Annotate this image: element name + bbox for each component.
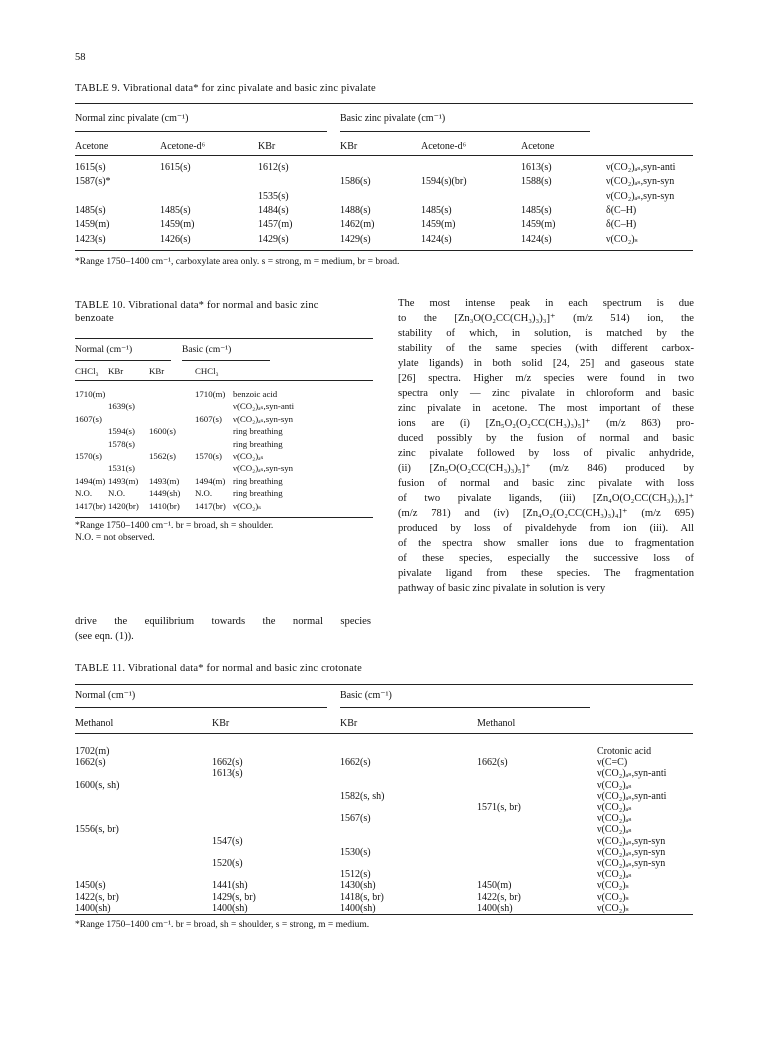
table9-cell: 1462(m) [340, 219, 375, 231]
text-line: of two pivalate ligands, (iii) [Zn₄O(O₂CC(CH₃)₃)₅]⁺ [398, 493, 694, 504]
table9-group-normal: Normal zinc pivalate (cm⁻¹) [75, 113, 189, 124]
table9-cell: ν(CO₂)ₐₛ,syn-syn [606, 176, 675, 188]
table9-cell: 1484(s) [258, 204, 289, 216]
table9-cell: 1587(s)* [75, 176, 111, 188]
table11-cell: 1520(s) [212, 858, 243, 869]
table11-header-cell: KBr [212, 718, 230, 729]
table9-header-rule [75, 155, 693, 156]
table11-cell: ν(CO₂)ₐₛ,syn-syn [597, 835, 666, 847]
table11-cell: ν(CO₂)ₐₛ [597, 824, 632, 836]
table11-cell: ν(C=C) [597, 757, 628, 769]
table10-cell: 1494(m) [195, 475, 226, 486]
table10-caption-line1: TABLE 10. Vibrational data* for normal and basic zinc [75, 300, 319, 311]
table9-cell: δ(C–H) [606, 204, 637, 216]
table9-group-basic: Basic zinc pivalate (cm⁻¹) [340, 113, 446, 124]
table9-header-cell: KBr [258, 141, 276, 152]
table11-cell: 1450(m) [477, 880, 512, 892]
table10-group-rule-basic [182, 360, 270, 361]
table9-cell: 1424(s) [421, 233, 452, 245]
table11-group-basic: Basic (cm⁻¹) [340, 690, 392, 701]
text-line: stability of which, in solution, is matched by the [398, 328, 694, 339]
table9-cell: ν(CO₂)ₛ [606, 233, 638, 245]
table9-cell: 1586(s) [340, 176, 371, 188]
text-line: (see eqn. (1)). [75, 631, 134, 642]
table10-cell: N.O. [108, 488, 126, 499]
table11-header-rule [75, 733, 693, 734]
text-line: stability of the same species (with different carbox- [398, 343, 694, 354]
table10-cell: 1531(s) [108, 463, 135, 474]
table11-cell: ν(CO₂)ₛ [597, 880, 629, 892]
table11-caption: TABLE 11. Vibrational data* for normal and basic zinc crotonate [75, 663, 362, 674]
table11-cell: 1430(sh) [340, 880, 376, 892]
table11-cell: ν(CO₂)ₐₛ [597, 779, 632, 791]
table10-cell: 1417(br) [75, 500, 106, 511]
text-line: pivalate ligand from these species. The fragmentation [398, 568, 694, 579]
text-line: fusion of normal and basic zinc pivalate with loss [398, 478, 694, 489]
table10-group-normal: Normal (cm⁻¹) [75, 345, 133, 355]
table10-cell: 1417(br) [195, 500, 226, 511]
table11-cell: ν(CO₂)ₐₛ [597, 869, 632, 881]
table11-cell: ν(CO₂)ₐₛ,syn-syn [597, 858, 666, 869]
table9-cell: 1615(s) [160, 162, 191, 173]
table9-footnote: *Range 1750–1400 cm⁻¹, carboxylate area only. s = strong, m = medium, br = broad. [75, 257, 400, 267]
table9-cell: 1612(s) [258, 162, 289, 173]
table9-group-rule-normal [75, 131, 327, 132]
table9-header-cell: Acetone [75, 141, 109, 152]
table11-cell: 1422(s, br) [75, 891, 119, 903]
table10-cell: N.O. [195, 488, 213, 499]
table9-cell: 1485(s) [521, 204, 552, 216]
table9-cell: ν(CO₂)ₐₛ,syn-syn [606, 190, 675, 202]
table11-cell: 1400(sh) [477, 902, 513, 914]
table10-cell: ν(CO₂)ₐₛ,syn-anti [233, 401, 295, 412]
table11-cell: 1662(s) [212, 757, 243, 769]
text-line: (m/z 781) and (iv) [Zn₄O₂(O₂CC(CH₃)₃)₄]⁺ (m/z 695) [398, 508, 694, 519]
table9-cell: ν(CO₂)ₐₛ,syn-anti [606, 162, 676, 173]
table11-cell: 1662(s) [477, 757, 508, 769]
text-line: of the spectra show smaller ions due to fragmentation [398, 538, 694, 549]
table9-cell: 1615(s) [75, 162, 106, 173]
table9-cell: 1485(s) [160, 204, 191, 216]
table10-cell: 1607(s) [195, 413, 222, 424]
text-line: ions are (i) [Zn₅O₂(O₂CC(CH₃)₃)₅]⁺ (m/z 863) pro- [398, 418, 694, 429]
table10-cell: 1578(s) [108, 438, 135, 449]
table11-cell: 1441(sh) [212, 880, 248, 892]
text-line: ylate ligands) in both solid [24, 25] and gaseous state [398, 358, 694, 369]
table10-header-cell: CHCl₃ [195, 366, 219, 376]
table9-header-cell: Acetone [521, 141, 555, 152]
table10-cell: 1570(s) [195, 451, 222, 461]
table10-caption-line2: benzoate [75, 313, 114, 324]
table9-cell: 1485(s) [421, 204, 452, 216]
table11-cell: 1556(s, br) [75, 824, 119, 836]
table9-cell: 1429(s) [340, 233, 371, 245]
table9-group-rule-basic [340, 131, 590, 132]
table11-cell: 1418(s, br) [340, 891, 384, 903]
table11-cell: ν(CO₂)ₐₛ,syn-anti [597, 768, 667, 780]
left-column-text [75, 614, 371, 644]
table10-bottom-rule [75, 517, 373, 518]
table10-footnote-line1: *Range 1750–1400 cm⁻¹. br = broad, sh = shoulder. [75, 521, 274, 531]
table9-cell: 1535(s) [258, 190, 289, 202]
table9-cell: 1459(m) [521, 219, 556, 231]
table11-cell: ν(CO₂)ₐₛ [597, 802, 632, 813]
table9-top-rule [75, 103, 693, 104]
table10-cell: 1710(m) [75, 389, 106, 399]
table11-cell: 1400(sh) [340, 902, 376, 914]
table10-cell: ν(CO₂)ₐₛ,syn-syn [233, 463, 294, 474]
table11-cell: 1400(sh) [212, 902, 248, 914]
text-line: duced possibly by the fusion of normal and basic [398, 433, 694, 444]
text-line: pathway of basic zinc pivalate in solution is very [398, 583, 606, 594]
table11-cell: 1512(s) [340, 869, 371, 881]
table9-bottom-rule [75, 250, 693, 251]
table10-cell: ν(CO₂)ₐₛ,syn-syn [233, 413, 294, 424]
table9-cell: 1459(m) [421, 219, 456, 231]
table10-header-cell: CHCl₃ [75, 366, 99, 376]
table10-cell: 1710(m) [195, 389, 226, 399]
table11-cell: 1662(s) [75, 757, 106, 769]
table10-cell: 1420(br) [108, 500, 139, 511]
table10-header-cell: KBr [149, 366, 165, 376]
table10-cell: ν(CO₂)ₛ [233, 500, 262, 511]
text-line: spectra only — zinc pivalate in chloroform and basic [398, 388, 694, 399]
table10-group-rule-normal [75, 360, 171, 361]
table9-cell: 1459(m) [160, 219, 195, 231]
table10-cell: benzoic acid [233, 389, 278, 399]
text-line: drive the equilibrium towards the normal species [75, 616, 371, 627]
table9-cell: 1613(s) [521, 162, 552, 173]
table11-cell: 1600(s, sh) [75, 779, 120, 791]
table10-cell: ring breathing [233, 426, 283, 437]
table9-cell: 1459(m) [75, 219, 110, 231]
text-line: produced by loss of pivaldehyde from ion (iii). All [398, 523, 694, 534]
table10-cell: ring breathing [233, 475, 283, 486]
table11-cell: 1702(m) [75, 746, 110, 757]
right-column-text [398, 296, 694, 596]
table9-cell: 1588(s) [521, 176, 552, 188]
table11-group-normal: Normal (cm⁻¹) [75, 690, 136, 701]
table11-header-cell: Methanol [75, 718, 114, 729]
table9-caption: TABLE 9. Vibrational data* for zinc pivalate and basic zinc pivalate [75, 83, 376, 94]
table10-top-rule [75, 338, 373, 339]
table10-cell: 1493(m) [149, 475, 180, 486]
table10-cell: 1562(s) [149, 451, 176, 461]
table11-cell: 1662(s) [340, 757, 371, 769]
table10-header-cell: KBr [108, 366, 124, 376]
text-line: of these species, especially the successive loss of [398, 553, 694, 564]
table10-cell: 1607(s) [75, 413, 102, 424]
text-line: zinc pivalate followed by loss of pivalic anhydride, [398, 448, 694, 459]
table11-cell: 1400(sh) [75, 902, 111, 914]
table10-cell: ring breathing [233, 488, 283, 499]
table10-cell: 1494(m) [75, 475, 106, 486]
table10-cell: ν(CO₂)ₐₛ [233, 451, 264, 461]
table9-cell: 1424(s) [521, 233, 552, 245]
table10-cell: 1600(s) [149, 426, 176, 437]
table9-cell: 1457(m) [258, 219, 293, 231]
table10-cell: 1449(sh) [149, 488, 181, 499]
table9-header-cell: KBr [340, 141, 358, 152]
text-line: [26] spectra. Higher m/z species were found in two [398, 373, 694, 384]
table11-footnote: *Range 1750–1400 cm⁻¹. br = broad, sh = shoulder, s = strong, m = medium. [75, 920, 370, 930]
table11-cell: ν(CO₂)ₛ [597, 902, 629, 914]
table11-cell: 1567(s) [340, 813, 371, 825]
table11-cell: 1429(s, br) [212, 891, 256, 903]
table11-cell: 1613(s) [212, 768, 243, 780]
text-line: The most intense peak in each spectrum is due [398, 298, 694, 309]
table10-cell: 1493(m) [108, 475, 139, 486]
page-number: 58 [75, 52, 86, 63]
table10-cell: ring breathing [233, 438, 283, 449]
table10-group-basic: Basic (cm⁻¹) [182, 345, 232, 355]
table11-group-rule-normal [75, 707, 327, 708]
table11-cell: 1422(s, br) [477, 891, 521, 903]
table11-header-cell: Methanol [477, 718, 516, 729]
table11-cell: Crotonic acid [597, 746, 652, 757]
table10-cell: 1594(s) [108, 426, 135, 437]
table9-cell: δ(C–H) [606, 219, 637, 231]
table9-cell: 1423(s) [75, 233, 106, 245]
table11-top-rule [75, 684, 693, 685]
table10-cell: 1570(s) [75, 451, 102, 461]
table11-cell: 1582(s, sh) [340, 790, 385, 802]
table10-header-rule [75, 380, 373, 381]
table10-footnote-line2: N.O. = not observed. [75, 533, 155, 543]
table9-header-cell: Acetone-d⁶ [421, 141, 467, 152]
table11-cell: 1450(s) [75, 880, 106, 892]
table10-cell: 1410(br) [149, 500, 180, 511]
text-line: to the [Zn₃O(O₂CC(CH₃)₃)₃]⁺ (m/z 514) ion, the [398, 313, 694, 324]
table11-cell: 1547(s) [212, 835, 243, 847]
text-line: zinc pivalate in acetone. The most important of these [398, 403, 694, 414]
table11-bottom-rule [75, 914, 693, 915]
table10-cell: N.O. [75, 488, 93, 499]
table11-group-rule-basic [340, 707, 590, 708]
table11-cell: ν(CO₂)ₐₛ [597, 813, 632, 825]
table11-cell: ν(CO₂)ₐₛ,syn-syn [597, 846, 666, 858]
table10-cell: 1639(s) [108, 401, 135, 412]
table11-cell: 1571(s, br) [477, 802, 521, 813]
table9-cell: 1485(s) [75, 204, 106, 216]
table9-header-cell: Acetone-d⁶ [160, 141, 206, 152]
table11-header-cell: KBr [340, 718, 358, 729]
table11-cell: ν(CO₂)ₐₛ,syn-anti [597, 790, 667, 802]
table9-cell: 1488(s) [340, 204, 371, 216]
table9-cell: 1594(s)(br) [421, 176, 467, 188]
table11-cell: 1530(s) [340, 846, 371, 858]
table9-cell: 1429(s) [258, 233, 289, 245]
table11-cell: ν(CO₂)ₛ [597, 891, 629, 903]
text-line: (ii) [Zn₅O(O₂CC(CH₃)₃)₅]⁺ (m/z 846) produced by [398, 463, 694, 474]
table9-cell: 1426(s) [160, 233, 191, 245]
